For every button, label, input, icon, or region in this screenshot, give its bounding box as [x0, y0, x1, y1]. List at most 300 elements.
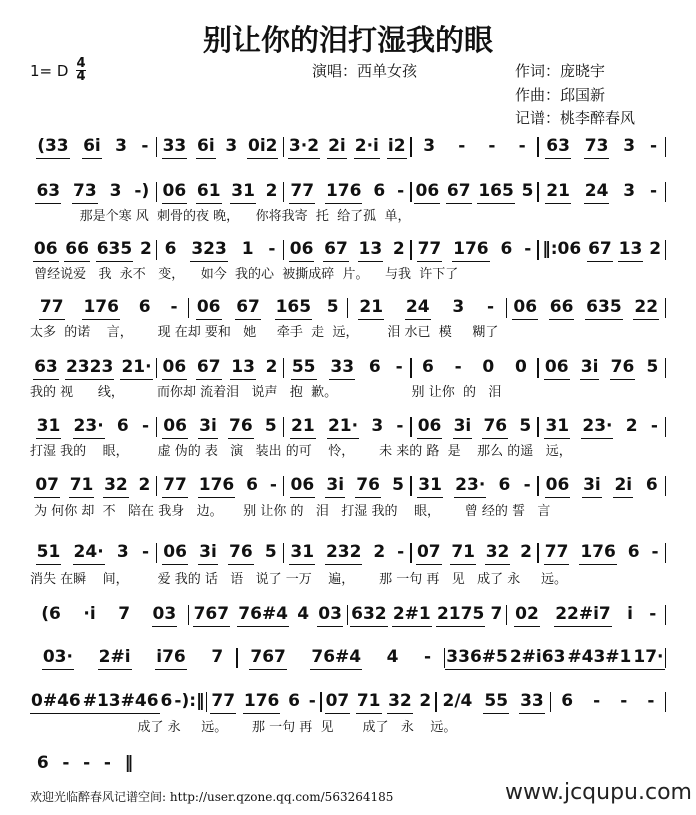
note-group: - — [649, 603, 657, 624]
note-group: 23· — [73, 416, 105, 439]
note-group: - — [142, 541, 150, 562]
note-group: -):‖ — [174, 690, 205, 711]
note-group: 6 — [421, 357, 434, 377]
note-group: - — [396, 415, 404, 436]
note-group: ‖:06 — [542, 238, 582, 259]
note-group: 336#5 — [445, 647, 509, 670]
notation-row — [30, 135, 666, 159]
note-group: 3i — [198, 542, 218, 565]
measure — [30, 753, 140, 775]
measure — [284, 181, 410, 204]
note-group: 21 — [290, 416, 316, 439]
song-title: 别让你的泪打湿我的眼 — [202, 23, 493, 57]
note-group: 767 — [193, 604, 231, 627]
note-group: 1 — [241, 238, 254, 259]
note-group: 6 — [561, 691, 574, 711]
note-group: 2 — [139, 238, 152, 259]
note-group: 767 — [249, 647, 287, 670]
note-group: 0#46 — [30, 691, 82, 714]
note-group: ·i — [83, 603, 96, 624]
note-group: 5 — [264, 415, 277, 436]
note-group: 2#i — [98, 647, 132, 670]
bar-line — [665, 240, 667, 260]
note-group: 06 — [512, 297, 538, 320]
bar-line — [665, 605, 667, 625]
note-group: 3i — [198, 416, 218, 439]
note-group: - — [458, 136, 466, 156]
note-group: 6 — [36, 753, 49, 773]
note-group: 176 — [325, 181, 363, 204]
notation-row — [30, 180, 666, 204]
note-group: 5 — [519, 415, 532, 436]
measure — [189, 297, 347, 320]
note-group: - — [268, 238, 276, 259]
note-group: 17· — [632, 647, 664, 670]
measure — [284, 357, 410, 380]
note-group: 2 — [520, 541, 532, 562]
note-group: 6 — [138, 296, 151, 317]
note-group: 77 — [544, 542, 570, 565]
measure — [284, 136, 410, 159]
lyric-line: 那是个寒 风 刺骨的夜 晚， 你将我寄 托 给了孤 单， — [30, 209, 411, 224]
measure — [539, 357, 665, 380]
notation-row — [30, 415, 666, 439]
note-group: i — [627, 603, 633, 624]
note-group: - — [62, 753, 70, 773]
note-group: 06 — [162, 181, 188, 204]
note-group: (33 — [36, 136, 69, 159]
note-group: 3 — [423, 136, 436, 156]
note-group: - — [142, 415, 150, 436]
note-group: - — [518, 136, 526, 156]
note-group: 13 — [358, 239, 384, 262]
note-group: 03 — [317, 604, 343, 627]
note-group: 6 — [246, 474, 258, 495]
note-group: 06 — [414, 181, 440, 204]
note-group: 24 — [584, 181, 610, 204]
notation-row — [30, 296, 666, 320]
measure — [412, 416, 538, 439]
measure — [507, 297, 665, 320]
note-group: 3 — [116, 541, 129, 562]
note-group: 0i2 — [247, 136, 278, 159]
note-group: 22 — [633, 297, 659, 320]
note-group: 22#i7 — [554, 604, 612, 627]
measure — [412, 475, 538, 498]
note-group: 2323 — [65, 357, 114, 380]
note-group: 6 — [500, 238, 513, 259]
measure — [157, 357, 283, 380]
note-group: - — [647, 691, 655, 711]
note-group: 73 — [584, 136, 610, 159]
note-group: 32 — [485, 542, 511, 565]
note-group: 165 — [275, 297, 313, 320]
lyric-line: 太多 的诺 言， 现 在却 要和 她 牵手 走 远， 泪 水已 模 糊了 — [30, 325, 499, 340]
note-group: #13#46 — [82, 691, 160, 714]
note-group: 2 — [265, 180, 278, 201]
note-group: - — [397, 541, 405, 562]
note-group: 2 — [265, 356, 278, 377]
note-group: 06 — [545, 475, 571, 498]
note-group: 176 — [452, 239, 490, 262]
measure — [30, 357, 156, 380]
footer-text: 欢迎光临醉春风记谱空间: http://user.qzone.qq.com/563264185 — [30, 790, 394, 804]
note-group: 02 — [514, 604, 540, 627]
bar-line — [665, 692, 667, 712]
notation-row — [30, 541, 666, 565]
measure — [157, 475, 283, 498]
note-group: 07 — [416, 542, 442, 565]
note-group: - — [620, 691, 628, 711]
note-group: 176 — [198, 475, 236, 498]
note-group: 77 — [289, 181, 315, 204]
note-group: 2#i63 — [509, 647, 567, 670]
note-group: - — [650, 415, 658, 436]
transcriber: 记谱：桃李醉春风 — [515, 109, 636, 127]
note-group: 3·2 — [288, 136, 320, 159]
note-group: 06 — [33, 239, 59, 262]
note-group: 2175 — [436, 604, 485, 627]
note-group: 31 — [417, 475, 443, 498]
note-group: 67 — [196, 357, 222, 380]
notation-row — [30, 646, 666, 670]
note-group: 77 — [210, 691, 236, 714]
note-group: - — [83, 753, 91, 773]
note-group: 61 — [196, 181, 222, 204]
note-group: 06 — [289, 239, 315, 262]
note-group: - — [395, 356, 403, 377]
note-group: 63 — [545, 136, 571, 159]
note-group: 3i — [580, 357, 600, 380]
note-group: 23· — [454, 475, 486, 498]
note-group: #43#1 — [566, 647, 632, 670]
note-group: 06 — [162, 416, 188, 439]
measure — [157, 136, 283, 159]
measure — [539, 239, 665, 262]
note-group: 4 — [297, 603, 310, 624]
note-group: 33 — [519, 691, 545, 714]
note-group: 24· — [73, 542, 105, 565]
note-group: 6 — [164, 238, 177, 259]
bar-line — [665, 648, 667, 668]
measure — [412, 136, 538, 158]
note-group: 13 — [618, 239, 644, 262]
note-group: 2 — [392, 238, 405, 259]
note-group: 6 — [116, 415, 129, 436]
note-group: 23· — [581, 416, 613, 439]
note-group: 03· — [42, 647, 74, 670]
note-group: - — [423, 646, 432, 667]
note-group: 4 — [386, 646, 399, 667]
measure — [284, 239, 410, 262]
measure — [30, 239, 156, 262]
note-group: 5 — [521, 180, 534, 201]
measure — [539, 542, 665, 565]
note-group: i2 — [387, 136, 407, 159]
note-group: 176 — [82, 297, 120, 320]
note-group: 2 — [419, 690, 432, 711]
note-group: - — [269, 474, 277, 495]
measure — [30, 297, 188, 320]
note-group: 66 — [549, 297, 575, 320]
measure — [437, 691, 550, 714]
bar-line — [665, 543, 667, 563]
note-group: 2·i — [354, 136, 380, 159]
note-group: 6 — [288, 690, 300, 711]
lyric-line: 我的 视 线， 而你却 流着泪 说声 抱 歉。 别 让你 的 泪 — [30, 385, 502, 400]
note-group: 6 — [498, 474, 511, 495]
key-signature: 1= D — [30, 62, 69, 80]
note-group: - — [593, 691, 601, 711]
note-group: 2 — [138, 474, 151, 495]
note-group: 3 — [225, 135, 238, 156]
note-group: 06 — [162, 357, 188, 380]
note-group: 7 — [490, 603, 503, 624]
bar-line — [665, 358, 667, 378]
measure — [157, 239, 283, 262]
note-group: 55 — [291, 357, 317, 380]
note-group: 06 — [417, 416, 443, 439]
note-group: 3 — [109, 180, 122, 201]
measure — [539, 475, 665, 498]
watermark: www.jcqupu.com — [505, 780, 692, 805]
note-group: 21· — [327, 416, 359, 439]
bar-line — [665, 298, 667, 318]
note-group: 5 — [326, 296, 339, 317]
measure — [284, 542, 410, 565]
note-group: 07 — [325, 691, 351, 714]
note-group: 06 — [544, 357, 570, 380]
measure — [539, 416, 665, 439]
lyric-line: 消失 在瞬 间， 爱 我的 话 语 说了 一万 遍， 那 一句 再 见 成了 永 远。 — [30, 572, 567, 587]
note-group: 67 — [446, 181, 472, 204]
note-group: 06 — [162, 542, 188, 565]
measure — [30, 691, 206, 714]
note-group: 5 — [264, 541, 277, 562]
note-group: 6i — [82, 136, 102, 159]
note-group: 165 — [477, 181, 515, 204]
measure — [30, 136, 156, 159]
note-group: 13 — [230, 357, 256, 380]
note-group: - — [487, 296, 495, 317]
composer: 作曲：邱国新 — [515, 86, 606, 104]
note-group: 2 — [373, 541, 386, 562]
note-group: 176 — [579, 542, 617, 565]
note-group: 2 — [625, 415, 638, 436]
note-group: 71 — [450, 542, 476, 565]
note-group: 73 — [72, 181, 98, 204]
note-group: - — [397, 180, 405, 201]
note-group: 2 — [649, 238, 662, 259]
note-group: 3 — [115, 135, 127, 156]
notation-row — [30, 356, 666, 380]
note-group: 632 — [350, 604, 388, 627]
note-group: 21 — [358, 297, 384, 320]
note-group: 76#4 — [310, 647, 362, 670]
note-group: 3 — [623, 180, 636, 201]
note-group: 76 — [355, 475, 381, 498]
note-group: 635 — [585, 297, 623, 320]
note-group: - — [523, 474, 531, 495]
measure — [551, 691, 664, 713]
note-group: 31 — [36, 416, 62, 439]
lyric-line: 曾经说爱 我 永不 变， 如今 我的心 被撕成碎 片。 与我 许下了 — [30, 267, 459, 282]
measure — [284, 475, 410, 498]
note-group: 77 — [162, 475, 188, 498]
measure — [157, 181, 283, 204]
note-group: 77 — [39, 297, 65, 320]
note-group: 0 — [482, 357, 495, 377]
note-group: - — [103, 753, 111, 773]
time-sig-bottom: 4 — [76, 69, 86, 84]
note-group: 7 — [211, 646, 224, 667]
notation-row — [30, 690, 666, 714]
time-sig-top: 4 — [76, 56, 86, 71]
measure — [30, 542, 156, 565]
note-group: 66 — [64, 239, 90, 262]
note-group: 55 — [483, 691, 509, 714]
lyric-line: 成了 永 远。 那 一句 再 见 成了 永 远。 — [30, 720, 457, 735]
note-group: - — [141, 135, 149, 156]
note-group: 32 — [387, 691, 413, 714]
notation-row — [30, 603, 666, 627]
measure — [539, 181, 665, 204]
note-group: 6 — [645, 474, 658, 495]
measure — [30, 604, 188, 627]
note-group: - — [308, 690, 316, 711]
note-group: 24 — [405, 297, 431, 320]
note-group: 2#1 — [392, 604, 432, 627]
lyric-line: 为 何你 却 不 陪在 我身 边。 别 让你 的 泪 打湿 我的 眼， 曾 经的 誓 言 — [30, 504, 551, 519]
note-group: ‖ — [124, 753, 134, 773]
note-group: 31 — [544, 416, 570, 439]
measure — [189, 604, 347, 627]
measure — [412, 357, 538, 379]
note-group: 03 — [152, 604, 178, 627]
note-group: - — [650, 135, 658, 156]
note-group: 33 — [162, 136, 188, 159]
note-group: 3 — [623, 135, 636, 156]
measure — [30, 416, 156, 439]
measure — [507, 604, 665, 627]
note-group: 76 — [482, 416, 508, 439]
note-group: 76#4 — [237, 604, 289, 627]
note-group: 3i — [325, 475, 345, 498]
measure — [412, 181, 538, 204]
note-group: - — [650, 180, 658, 201]
note-group: 67 — [235, 297, 261, 320]
measure — [207, 691, 320, 714]
note-group: 3 — [371, 415, 384, 436]
note-group: 176 — [243, 691, 281, 714]
measure — [238, 647, 444, 670]
singer: 演唱：西单女孩 — [312, 62, 418, 80]
lyricist: 作词：庞晓宇 — [515, 62, 606, 80]
notation-row — [30, 474, 666, 498]
note-group: 71 — [69, 475, 95, 498]
measure — [348, 297, 506, 320]
note-group: 67 — [323, 239, 349, 262]
note-group: -) — [134, 180, 150, 201]
note-group: 07 — [34, 475, 60, 498]
measure — [539, 136, 665, 159]
measure — [157, 542, 283, 565]
measure — [412, 239, 538, 262]
note-group: 6 — [160, 690, 173, 711]
note-group: 06 — [290, 475, 316, 498]
note-group: 31 — [289, 542, 315, 565]
measure — [30, 475, 156, 498]
measure — [30, 181, 156, 204]
note-group: - — [488, 136, 496, 156]
note-group: 77 — [417, 239, 443, 262]
measure — [412, 542, 538, 565]
measure — [445, 647, 664, 670]
note-group: 3 — [452, 296, 465, 317]
note-group: 5 — [392, 474, 404, 495]
lyric-line: 打湿 我的 眼， 虚 伪的 表 演 装出 的可 怜， 未 来的 路 是 那么 的遥 远， — [30, 444, 572, 459]
note-group: - — [454, 357, 462, 377]
measure — [348, 604, 506, 627]
note-group: 21 — [545, 181, 571, 204]
note-group: 33 — [329, 357, 355, 380]
note-group: - — [524, 238, 532, 259]
measure — [157, 416, 283, 439]
notation-row — [30, 238, 666, 262]
note-group: 06 — [196, 297, 222, 320]
bar-line — [665, 417, 667, 437]
notation-row — [30, 752, 140, 776]
bar-line — [665, 476, 667, 496]
note-group: 31 — [230, 181, 256, 204]
note-group: (6 — [41, 603, 61, 624]
note-group: 635 — [96, 239, 134, 262]
note-group: 6 — [373, 180, 386, 201]
note-group: 71 — [356, 691, 382, 714]
measure — [322, 691, 435, 714]
bar-line — [665, 137, 667, 157]
note-group: 76 — [228, 542, 254, 565]
note-group: 0 — [515, 357, 527, 377]
time-signature — [76, 58, 86, 83]
note-group: 323 — [190, 239, 228, 262]
note-group: 3i — [453, 416, 473, 439]
note-group: 6 — [368, 356, 381, 377]
note-group: 32 — [103, 475, 129, 498]
note-group: 7 — [118, 603, 131, 624]
note-group: 2i — [613, 475, 633, 498]
measure — [284, 416, 410, 439]
note-group: - — [651, 541, 659, 562]
note-group: 3i — [582, 475, 602, 498]
note-group: 76 — [228, 416, 254, 439]
note-group: - — [170, 296, 178, 317]
note-group: 232 — [325, 542, 363, 565]
note-group: i76 — [155, 647, 186, 670]
note-group: 63 — [33, 357, 59, 380]
note-group: 6i — [196, 136, 216, 159]
note-group: 2/4 — [442, 690, 473, 711]
note-group: 63 — [35, 181, 61, 204]
note-group: 21· — [120, 357, 152, 380]
note-group: 2i — [327, 136, 347, 159]
note-group: 67 — [587, 239, 613, 262]
measure — [30, 647, 236, 670]
bar-line — [665, 182, 667, 202]
note-group: 76 — [610, 357, 636, 380]
note-group: 51 — [36, 542, 62, 565]
note-group: 5 — [646, 356, 659, 377]
